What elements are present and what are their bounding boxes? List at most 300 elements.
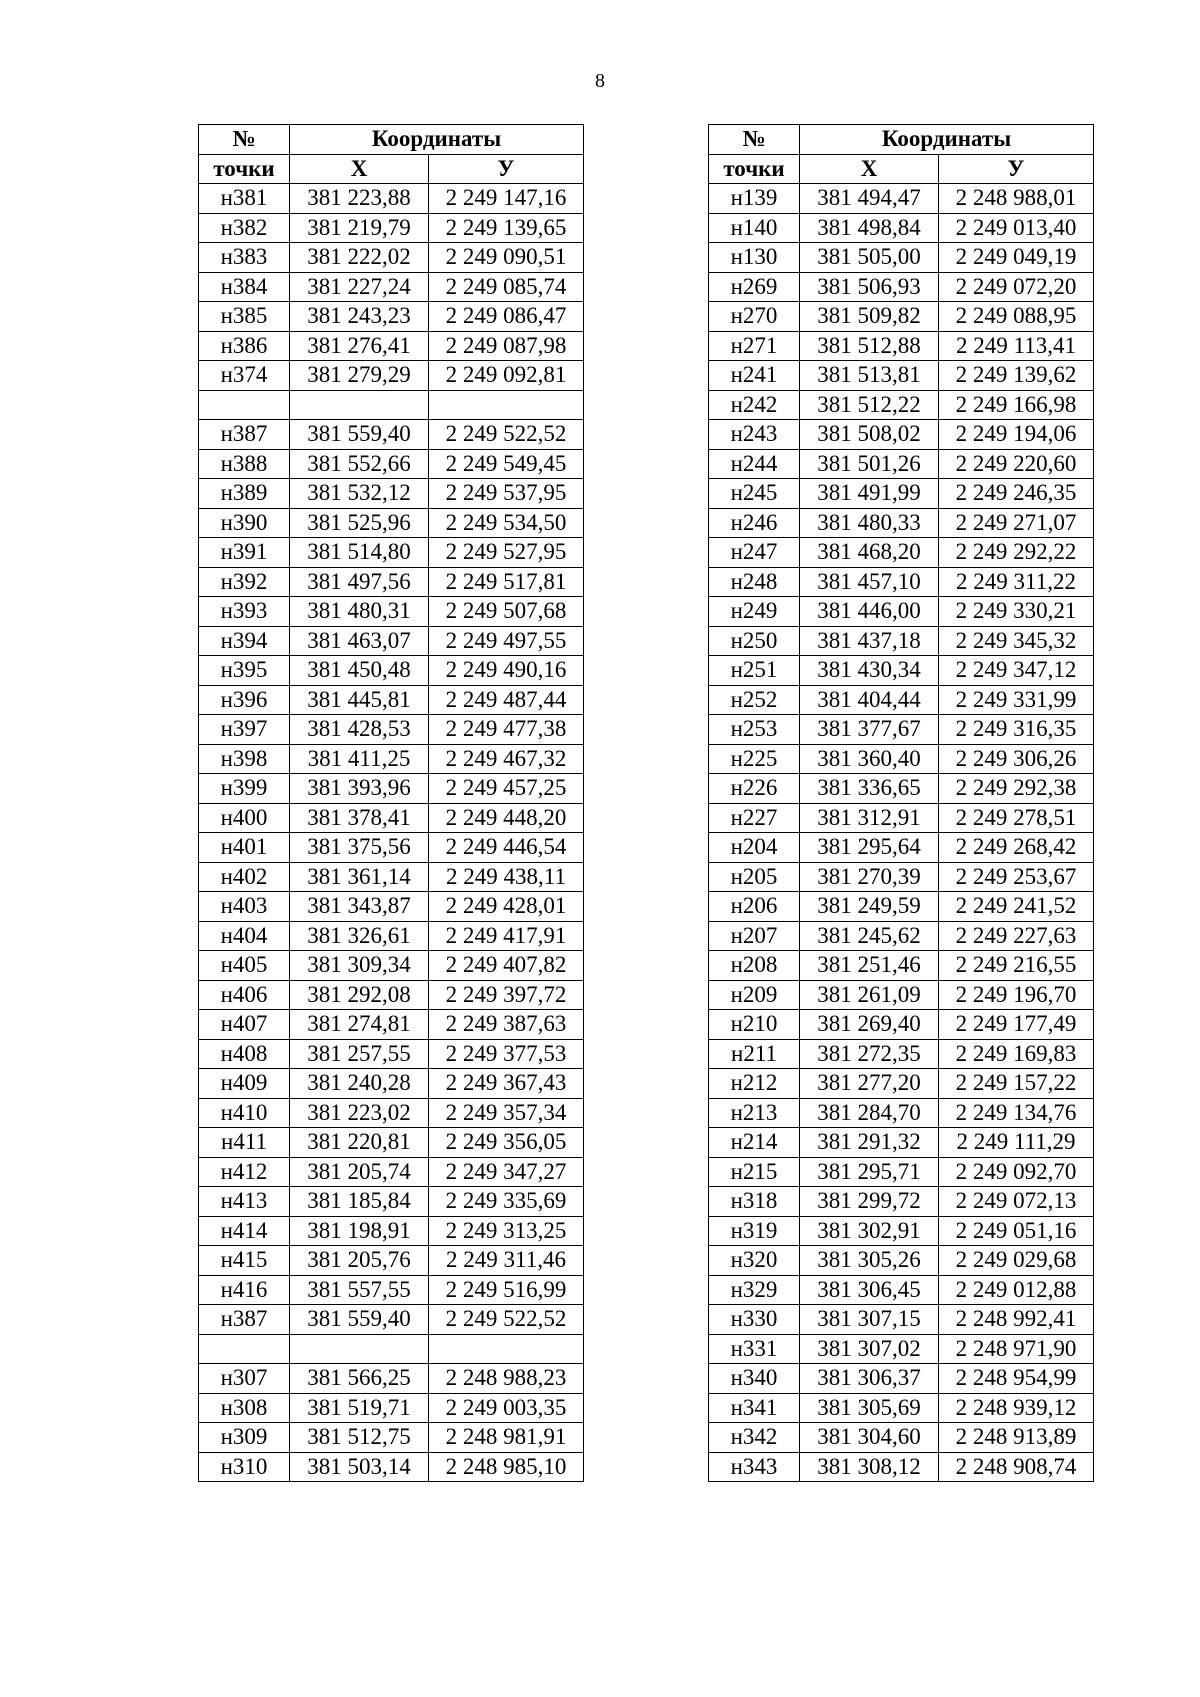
x-coordinate-cell: 381 446,00 xyxy=(800,597,939,627)
y-coordinate-cell: 2 249 003,35 xyxy=(429,1393,584,1423)
table-row xyxy=(199,479,584,509)
y-coordinate-cell: 2 249 139,62 xyxy=(939,361,1094,391)
x-coordinate-cell: 381 509,82 xyxy=(800,302,939,332)
x-coordinate-cell: 381 437,18 xyxy=(800,626,939,656)
point-number-header: № xyxy=(709,125,800,155)
table-row xyxy=(709,715,1094,745)
x-coordinate-cell: 381 272,35 xyxy=(800,1039,939,1069)
y-coordinate-cell: 2 249 111,29 xyxy=(939,1128,1094,1158)
point-number-cell: н271 xyxy=(709,331,800,361)
point-number-cell: н213 xyxy=(709,1098,800,1128)
x-coordinate-cell: 381 552,66 xyxy=(290,449,429,479)
table-row xyxy=(709,1010,1094,1040)
table-row xyxy=(199,1423,584,1453)
point-number-cell: н374 xyxy=(199,361,290,391)
point-number-cell xyxy=(199,390,290,420)
y-coordinate-cell: 2 249 316,35 xyxy=(939,715,1094,745)
x-coordinate-cell: 381 519,71 xyxy=(290,1393,429,1423)
y-coordinate-cell: 2 249 397,72 xyxy=(429,980,584,1010)
x-coordinate-cell: 381 257,55 xyxy=(290,1039,429,1069)
y-coordinate-cell: 2 249 537,95 xyxy=(429,479,584,509)
point-number-cell: н400 xyxy=(199,803,290,833)
x-coordinate-cell: 381 498,84 xyxy=(800,213,939,243)
point-number-cell: н416 xyxy=(199,1275,290,1305)
x-coordinate-cell: 381 295,64 xyxy=(800,833,939,863)
y-coordinate-cell: 2 249 330,21 xyxy=(939,597,1094,627)
table-row xyxy=(199,685,584,715)
y-coordinate-cell: 2 249 311,46 xyxy=(429,1246,584,1276)
table-row xyxy=(199,1305,584,1335)
x-coordinate-cell: 381 309,34 xyxy=(290,951,429,981)
x-coordinate-cell: 381 269,40 xyxy=(800,1010,939,1040)
y-coordinate-cell: 2 249 139,65 xyxy=(429,213,584,243)
x-coordinate-cell: 381 445,81 xyxy=(290,685,429,715)
y-coordinate-cell: 2 249 072,13 xyxy=(939,1187,1094,1217)
y-coordinate-cell: 2 249 088,95 xyxy=(939,302,1094,332)
point-number-cell: н227 xyxy=(709,803,800,833)
table-row xyxy=(709,420,1094,450)
y-coordinate-cell: 2 249 477,38 xyxy=(429,715,584,745)
point-number-cell: н205 xyxy=(709,862,800,892)
point-number-cell: н382 xyxy=(199,213,290,243)
y-coordinate-cell: 2 249 092,70 xyxy=(939,1157,1094,1187)
y-coordinate-cell: 2 249 517,81 xyxy=(429,567,584,597)
y-coordinate-cell: 2 249 196,70 xyxy=(939,980,1094,1010)
y-coordinate-cell: 2 249 527,95 xyxy=(429,538,584,568)
y-coordinate-cell: 2 248 939,12 xyxy=(939,1393,1094,1423)
table-row xyxy=(199,1157,584,1187)
y-coordinate-cell: 2 249 446,54 xyxy=(429,833,584,863)
y-coordinate-cell: 2 248 981,91 xyxy=(429,1423,584,1453)
table-row xyxy=(199,774,584,804)
point-number-cell: н384 xyxy=(199,272,290,302)
point-number-cell: н208 xyxy=(709,951,800,981)
x-coordinate-cell: 381 494,47 xyxy=(800,184,939,214)
table-row xyxy=(709,951,1094,981)
x-coordinate-cell: 381 243,23 xyxy=(290,302,429,332)
point-number-cell: н140 xyxy=(709,213,800,243)
table-row xyxy=(709,685,1094,715)
x-coordinate-cell: 381 463,07 xyxy=(290,626,429,656)
table-row xyxy=(709,1393,1094,1423)
y-coordinate-cell: 2 249 086,47 xyxy=(429,302,584,332)
y-coordinate-cell: 2 248 908,74 xyxy=(939,1452,1094,1482)
y-coordinate-cell: 2 249 113,41 xyxy=(939,331,1094,361)
point-number-cell: н412 xyxy=(199,1157,290,1187)
table-row xyxy=(709,1364,1094,1394)
x-coordinate-cell: 381 222,02 xyxy=(290,243,429,273)
point-number-cell: н207 xyxy=(709,921,800,951)
x-coordinate-cell: 381 245,62 xyxy=(800,921,939,951)
table-row xyxy=(709,302,1094,332)
y-coordinate-cell: 2 249 347,12 xyxy=(939,656,1094,686)
table-row xyxy=(709,980,1094,1010)
point-number-cell: н404 xyxy=(199,921,290,951)
x-coordinate-cell: 381 468,20 xyxy=(800,538,939,568)
table-row xyxy=(199,1069,584,1099)
x-coordinate-cell: 381 505,00 xyxy=(800,243,939,273)
point-number-cell: н401 xyxy=(199,833,290,863)
point-number-cell: н386 xyxy=(199,331,290,361)
y-coordinate-cell: 2 249 051,16 xyxy=(939,1216,1094,1246)
table-row xyxy=(199,1216,584,1246)
point-number-cell: н206 xyxy=(709,892,800,922)
table-row xyxy=(709,656,1094,686)
point-number-cell: н210 xyxy=(709,1010,800,1040)
table-row xyxy=(199,243,584,273)
table-row xyxy=(199,184,584,214)
y-coordinate-cell: 2 249 087,98 xyxy=(429,331,584,361)
x-coordinate-cell: 381 512,88 xyxy=(800,331,939,361)
x-coordinate-cell: 381 307,02 xyxy=(800,1334,939,1364)
point-number-cell: н270 xyxy=(709,302,800,332)
y-coordinate-cell: 2 249 268,42 xyxy=(939,833,1094,863)
x-coordinate-cell: 381 185,84 xyxy=(290,1187,429,1217)
point-number-cell: н248 xyxy=(709,567,800,597)
table-row xyxy=(199,538,584,568)
point-number-cell: н247 xyxy=(709,538,800,568)
point-number-cell: н383 xyxy=(199,243,290,273)
table-row xyxy=(199,1039,584,1069)
x-coordinate-cell: 381 292,08 xyxy=(290,980,429,1010)
y-coordinate-cell: 2 249 367,43 xyxy=(429,1069,584,1099)
point-number-header-sub: точки xyxy=(199,154,290,184)
x-coordinate-cell: 381 306,45 xyxy=(800,1275,939,1305)
y-coordinate-cell: 2 249 246,35 xyxy=(939,479,1094,509)
coordinates-header: Координаты xyxy=(290,125,584,155)
point-number-cell: н212 xyxy=(709,1069,800,1099)
table-row xyxy=(709,1334,1094,1364)
point-number-cell: н395 xyxy=(199,656,290,686)
y-coordinate-cell: 2 249 166,98 xyxy=(939,390,1094,420)
x-coordinate-cell: 381 279,29 xyxy=(290,361,429,391)
y-coordinate-cell: 2 249 292,22 xyxy=(939,538,1094,568)
table-row xyxy=(199,420,584,450)
y-coordinate-cell: 2 249 356,05 xyxy=(429,1128,584,1158)
table-row xyxy=(709,1275,1094,1305)
point-number-cell: н405 xyxy=(199,951,290,981)
y-coordinate-cell: 2 249 012,88 xyxy=(939,1275,1094,1305)
x-coordinate-cell: 381 295,71 xyxy=(800,1157,939,1187)
table-row xyxy=(709,1246,1094,1276)
point-number-cell: н410 xyxy=(199,1098,290,1128)
y-coordinate-cell: 2 249 292,38 xyxy=(939,774,1094,804)
x-coordinate-cell: 381 336,65 xyxy=(800,774,939,804)
y-coordinate-cell: 2 249 194,06 xyxy=(939,420,1094,450)
table-row xyxy=(709,803,1094,833)
y-coordinate-cell: 2 249 457,25 xyxy=(429,774,584,804)
point-number-cell: н307 xyxy=(199,1364,290,1394)
point-number-cell: н409 xyxy=(199,1069,290,1099)
y-column-header: У xyxy=(429,154,584,184)
table-row xyxy=(709,272,1094,302)
point-number-cell: н330 xyxy=(709,1305,800,1335)
table-row xyxy=(709,184,1094,214)
y-coordinate-cell: 2 249 345,32 xyxy=(939,626,1094,656)
point-number-cell: н331 xyxy=(709,1334,800,1364)
y-coordinate-cell: 2 249 134,76 xyxy=(939,1098,1094,1128)
y-coordinate-cell: 2 249 516,99 xyxy=(429,1275,584,1305)
point-number-cell: н385 xyxy=(199,302,290,332)
x-coordinate-cell: 381 219,79 xyxy=(290,213,429,243)
point-number-cell: н407 xyxy=(199,1010,290,1040)
y-coordinate-cell: 2 249 049,19 xyxy=(939,243,1094,273)
y-coordinate-cell: 2 249 029,68 xyxy=(939,1246,1094,1276)
point-number-cell: н390 xyxy=(199,508,290,538)
x-coordinate-cell: 381 306,37 xyxy=(800,1364,939,1394)
table-row xyxy=(199,951,584,981)
point-number-cell: н269 xyxy=(709,272,800,302)
y-coordinate-cell: 2 249 169,83 xyxy=(939,1039,1094,1069)
x-coordinate-cell: 381 559,40 xyxy=(290,420,429,450)
table-row xyxy=(199,1128,584,1158)
x-coordinate-cell: 381 299,72 xyxy=(800,1187,939,1217)
point-number-cell: н393 xyxy=(199,597,290,627)
y-coordinate-cell: 2 249 227,63 xyxy=(939,921,1094,951)
table-row xyxy=(709,243,1094,273)
table-row xyxy=(709,1305,1094,1335)
y-coordinate-cell: 2 249 387,63 xyxy=(429,1010,584,1040)
y-coordinate-cell: 2 248 992,41 xyxy=(939,1305,1094,1335)
y-coordinate-cell: 2 248 988,23 xyxy=(429,1364,584,1394)
point-number-cell: н243 xyxy=(709,420,800,450)
table-row xyxy=(709,390,1094,420)
point-number-header-sub: точки xyxy=(709,154,800,184)
point-number-cell: н250 xyxy=(709,626,800,656)
table-row xyxy=(199,1334,584,1364)
table-row xyxy=(709,626,1094,656)
y-coordinate-cell: 2 249 220,60 xyxy=(939,449,1094,479)
x-coordinate-cell: 381 361,14 xyxy=(290,862,429,892)
table-row xyxy=(709,331,1094,361)
x-coordinate-cell: 381 480,31 xyxy=(290,597,429,627)
x-coordinate-cell: 381 566,25 xyxy=(290,1364,429,1394)
table-row xyxy=(709,567,1094,597)
x-coordinate-cell: 381 291,32 xyxy=(800,1128,939,1158)
x-column-header: X xyxy=(290,154,429,184)
table-row xyxy=(709,1039,1094,1069)
table-row xyxy=(199,390,584,420)
table-row xyxy=(709,921,1094,951)
point-number-cell: н343 xyxy=(709,1452,800,1482)
point-number-cell: н394 xyxy=(199,626,290,656)
x-column-header: X xyxy=(800,154,939,184)
point-number-cell: н403 xyxy=(199,892,290,922)
x-coordinate-cell: 381 457,10 xyxy=(800,567,939,597)
table-row xyxy=(199,331,584,361)
table-row xyxy=(709,1452,1094,1482)
point-number-cell xyxy=(199,1334,290,1364)
point-number-cell: н209 xyxy=(709,980,800,1010)
point-number-cell: н397 xyxy=(199,715,290,745)
x-coordinate-cell: 381 205,76 xyxy=(290,1246,429,1276)
y-coordinate-cell: 2 249 147,16 xyxy=(429,184,584,214)
x-coordinate-cell: 381 450,48 xyxy=(290,656,429,686)
point-number-cell: н340 xyxy=(709,1364,800,1394)
table-row xyxy=(199,803,584,833)
y-coordinate-cell: 2 249 347,27 xyxy=(429,1157,584,1187)
x-coordinate-cell: 381 274,81 xyxy=(290,1010,429,1040)
x-coordinate-cell: 381 304,60 xyxy=(800,1423,939,1453)
table-row xyxy=(709,597,1094,627)
point-number-cell: н253 xyxy=(709,715,800,745)
x-coordinate-cell: 381 557,55 xyxy=(290,1275,429,1305)
point-number-cell: н319 xyxy=(709,1216,800,1246)
point-number-cell: н398 xyxy=(199,744,290,774)
point-number-cell: н414 xyxy=(199,1216,290,1246)
point-number-cell: н252 xyxy=(709,685,800,715)
y-coordinate-cell: 2 249 216,55 xyxy=(939,951,1094,981)
y-column-header: У xyxy=(939,154,1094,184)
table-row xyxy=(199,302,584,332)
x-coordinate-cell: 381 308,12 xyxy=(800,1452,939,1482)
point-number-cell: н242 xyxy=(709,390,800,420)
y-coordinate-cell: 2 249 306,26 xyxy=(939,744,1094,774)
table-row xyxy=(199,361,584,391)
y-coordinate-cell: 2 248 985,10 xyxy=(429,1452,584,1482)
x-coordinate-cell: 381 251,46 xyxy=(800,951,939,981)
point-number-cell: н392 xyxy=(199,567,290,597)
table-row xyxy=(199,656,584,686)
table-row xyxy=(199,272,584,302)
page-number: 8 xyxy=(595,70,605,92)
y-coordinate-cell: 2 249 534,50 xyxy=(429,508,584,538)
x-coordinate-cell: 381 307,15 xyxy=(800,1305,939,1335)
point-number-cell: н318 xyxy=(709,1187,800,1217)
point-number-cell: н399 xyxy=(199,774,290,804)
table-row xyxy=(709,361,1094,391)
table-row xyxy=(709,892,1094,922)
table-row xyxy=(709,744,1094,774)
x-coordinate-cell: 381 411,25 xyxy=(290,744,429,774)
point-number-cell: н413 xyxy=(199,1187,290,1217)
table-row xyxy=(199,1275,584,1305)
table-row xyxy=(709,1128,1094,1158)
x-coordinate-cell: 381 276,41 xyxy=(290,331,429,361)
x-coordinate-cell: 381 508,02 xyxy=(800,420,939,450)
y-coordinate-cell: 2 249 241,52 xyxy=(939,892,1094,922)
table-row xyxy=(709,1187,1094,1217)
x-coordinate-cell: 381 430,34 xyxy=(800,656,939,686)
table-row xyxy=(199,1452,584,1482)
x-coordinate-cell: 381 497,56 xyxy=(290,567,429,597)
y-coordinate-cell: 2 249 278,51 xyxy=(939,803,1094,833)
table-row xyxy=(199,892,584,922)
x-coordinate-cell: 381 305,69 xyxy=(800,1393,939,1423)
table-row xyxy=(199,1393,584,1423)
table-row xyxy=(709,862,1094,892)
point-number-cell: н204 xyxy=(709,833,800,863)
point-number-cell: н310 xyxy=(199,1452,290,1482)
point-number-cell: н245 xyxy=(709,479,800,509)
point-number-cell: н342 xyxy=(709,1423,800,1453)
table-row xyxy=(199,744,584,774)
point-number-cell: н215 xyxy=(709,1157,800,1187)
table-row xyxy=(199,921,584,951)
point-number-cell: н411 xyxy=(199,1128,290,1158)
y-coordinate-cell: 2 249 271,07 xyxy=(939,508,1094,538)
x-coordinate-cell: 381 532,12 xyxy=(290,479,429,509)
y-coordinate-cell: 2 249 313,25 xyxy=(429,1216,584,1246)
x-coordinate-cell: 381 360,40 xyxy=(800,744,939,774)
coordinates-table-left xyxy=(198,124,584,1482)
x-coordinate-cell: 381 302,91 xyxy=(800,1216,939,1246)
x-coordinate-cell: 381 428,53 xyxy=(290,715,429,745)
x-coordinate-cell: 381 223,02 xyxy=(290,1098,429,1128)
x-coordinate-cell: 381 377,67 xyxy=(800,715,939,745)
point-number-cell: н130 xyxy=(709,243,800,273)
x-coordinate-cell: 381 343,87 xyxy=(290,892,429,922)
table-row xyxy=(199,1246,584,1276)
table-row xyxy=(199,626,584,656)
y-coordinate-cell: 2 249 522,52 xyxy=(429,420,584,450)
point-number-cell: н244 xyxy=(709,449,800,479)
table-row xyxy=(709,479,1094,509)
y-coordinate-cell xyxy=(429,390,584,420)
table-row xyxy=(199,1098,584,1128)
table-row xyxy=(199,567,584,597)
x-coordinate-cell: 381 312,91 xyxy=(800,803,939,833)
x-coordinate-cell: 381 491,99 xyxy=(800,479,939,509)
coordinates-header: Координаты xyxy=(800,125,1094,155)
table-row xyxy=(709,508,1094,538)
y-coordinate-cell: 2 249 417,91 xyxy=(429,921,584,951)
y-coordinate-cell: 2 249 092,81 xyxy=(429,361,584,391)
table-row xyxy=(709,1423,1094,1453)
table-row xyxy=(199,862,584,892)
table-row xyxy=(709,1098,1094,1128)
y-coordinate-cell: 2 249 428,01 xyxy=(429,892,584,922)
y-coordinate-cell: 2 249 072,20 xyxy=(939,272,1094,302)
x-coordinate-cell: 381 506,93 xyxy=(800,272,939,302)
y-coordinate-cell xyxy=(429,1334,584,1364)
point-number-cell: н387 xyxy=(199,420,290,450)
point-number-cell: н241 xyxy=(709,361,800,391)
y-coordinate-cell: 2 249 522,52 xyxy=(429,1305,584,1335)
point-number-cell: н387 xyxy=(199,1305,290,1335)
point-number-cell: н391 xyxy=(199,538,290,568)
x-coordinate-cell: 381 220,81 xyxy=(290,1128,429,1158)
point-number-cell: н211 xyxy=(709,1039,800,1069)
x-coordinate-cell: 381 378,41 xyxy=(290,803,429,833)
point-number-cell: н402 xyxy=(199,862,290,892)
table-row xyxy=(709,1069,1094,1099)
x-coordinate-cell: 381 305,26 xyxy=(800,1246,939,1276)
y-coordinate-cell: 2 249 253,67 xyxy=(939,862,1094,892)
table-row xyxy=(709,833,1094,863)
y-coordinate-cell: 2 249 331,99 xyxy=(939,685,1094,715)
y-coordinate-cell: 2 249 467,32 xyxy=(429,744,584,774)
y-coordinate-cell: 2 249 407,82 xyxy=(429,951,584,981)
y-coordinate-cell: 2 249 507,68 xyxy=(429,597,584,627)
x-coordinate-cell: 381 270,39 xyxy=(800,862,939,892)
point-number-cell: н389 xyxy=(199,479,290,509)
point-number-cell: н226 xyxy=(709,774,800,804)
y-coordinate-cell: 2 248 913,89 xyxy=(939,1423,1094,1453)
table-row xyxy=(709,774,1094,804)
table-row xyxy=(709,1157,1094,1187)
point-number-cell: н249 xyxy=(709,597,800,627)
table-row xyxy=(199,597,584,627)
y-coordinate-cell: 2 249 549,45 xyxy=(429,449,584,479)
point-number-cell: н246 xyxy=(709,508,800,538)
y-coordinate-cell: 2 249 490,16 xyxy=(429,656,584,686)
x-coordinate-cell xyxy=(290,1334,429,1364)
point-number-cell: н139 xyxy=(709,184,800,214)
table-row xyxy=(199,1010,584,1040)
x-coordinate-cell: 381 559,40 xyxy=(290,1305,429,1335)
point-number-cell: н225 xyxy=(709,744,800,774)
